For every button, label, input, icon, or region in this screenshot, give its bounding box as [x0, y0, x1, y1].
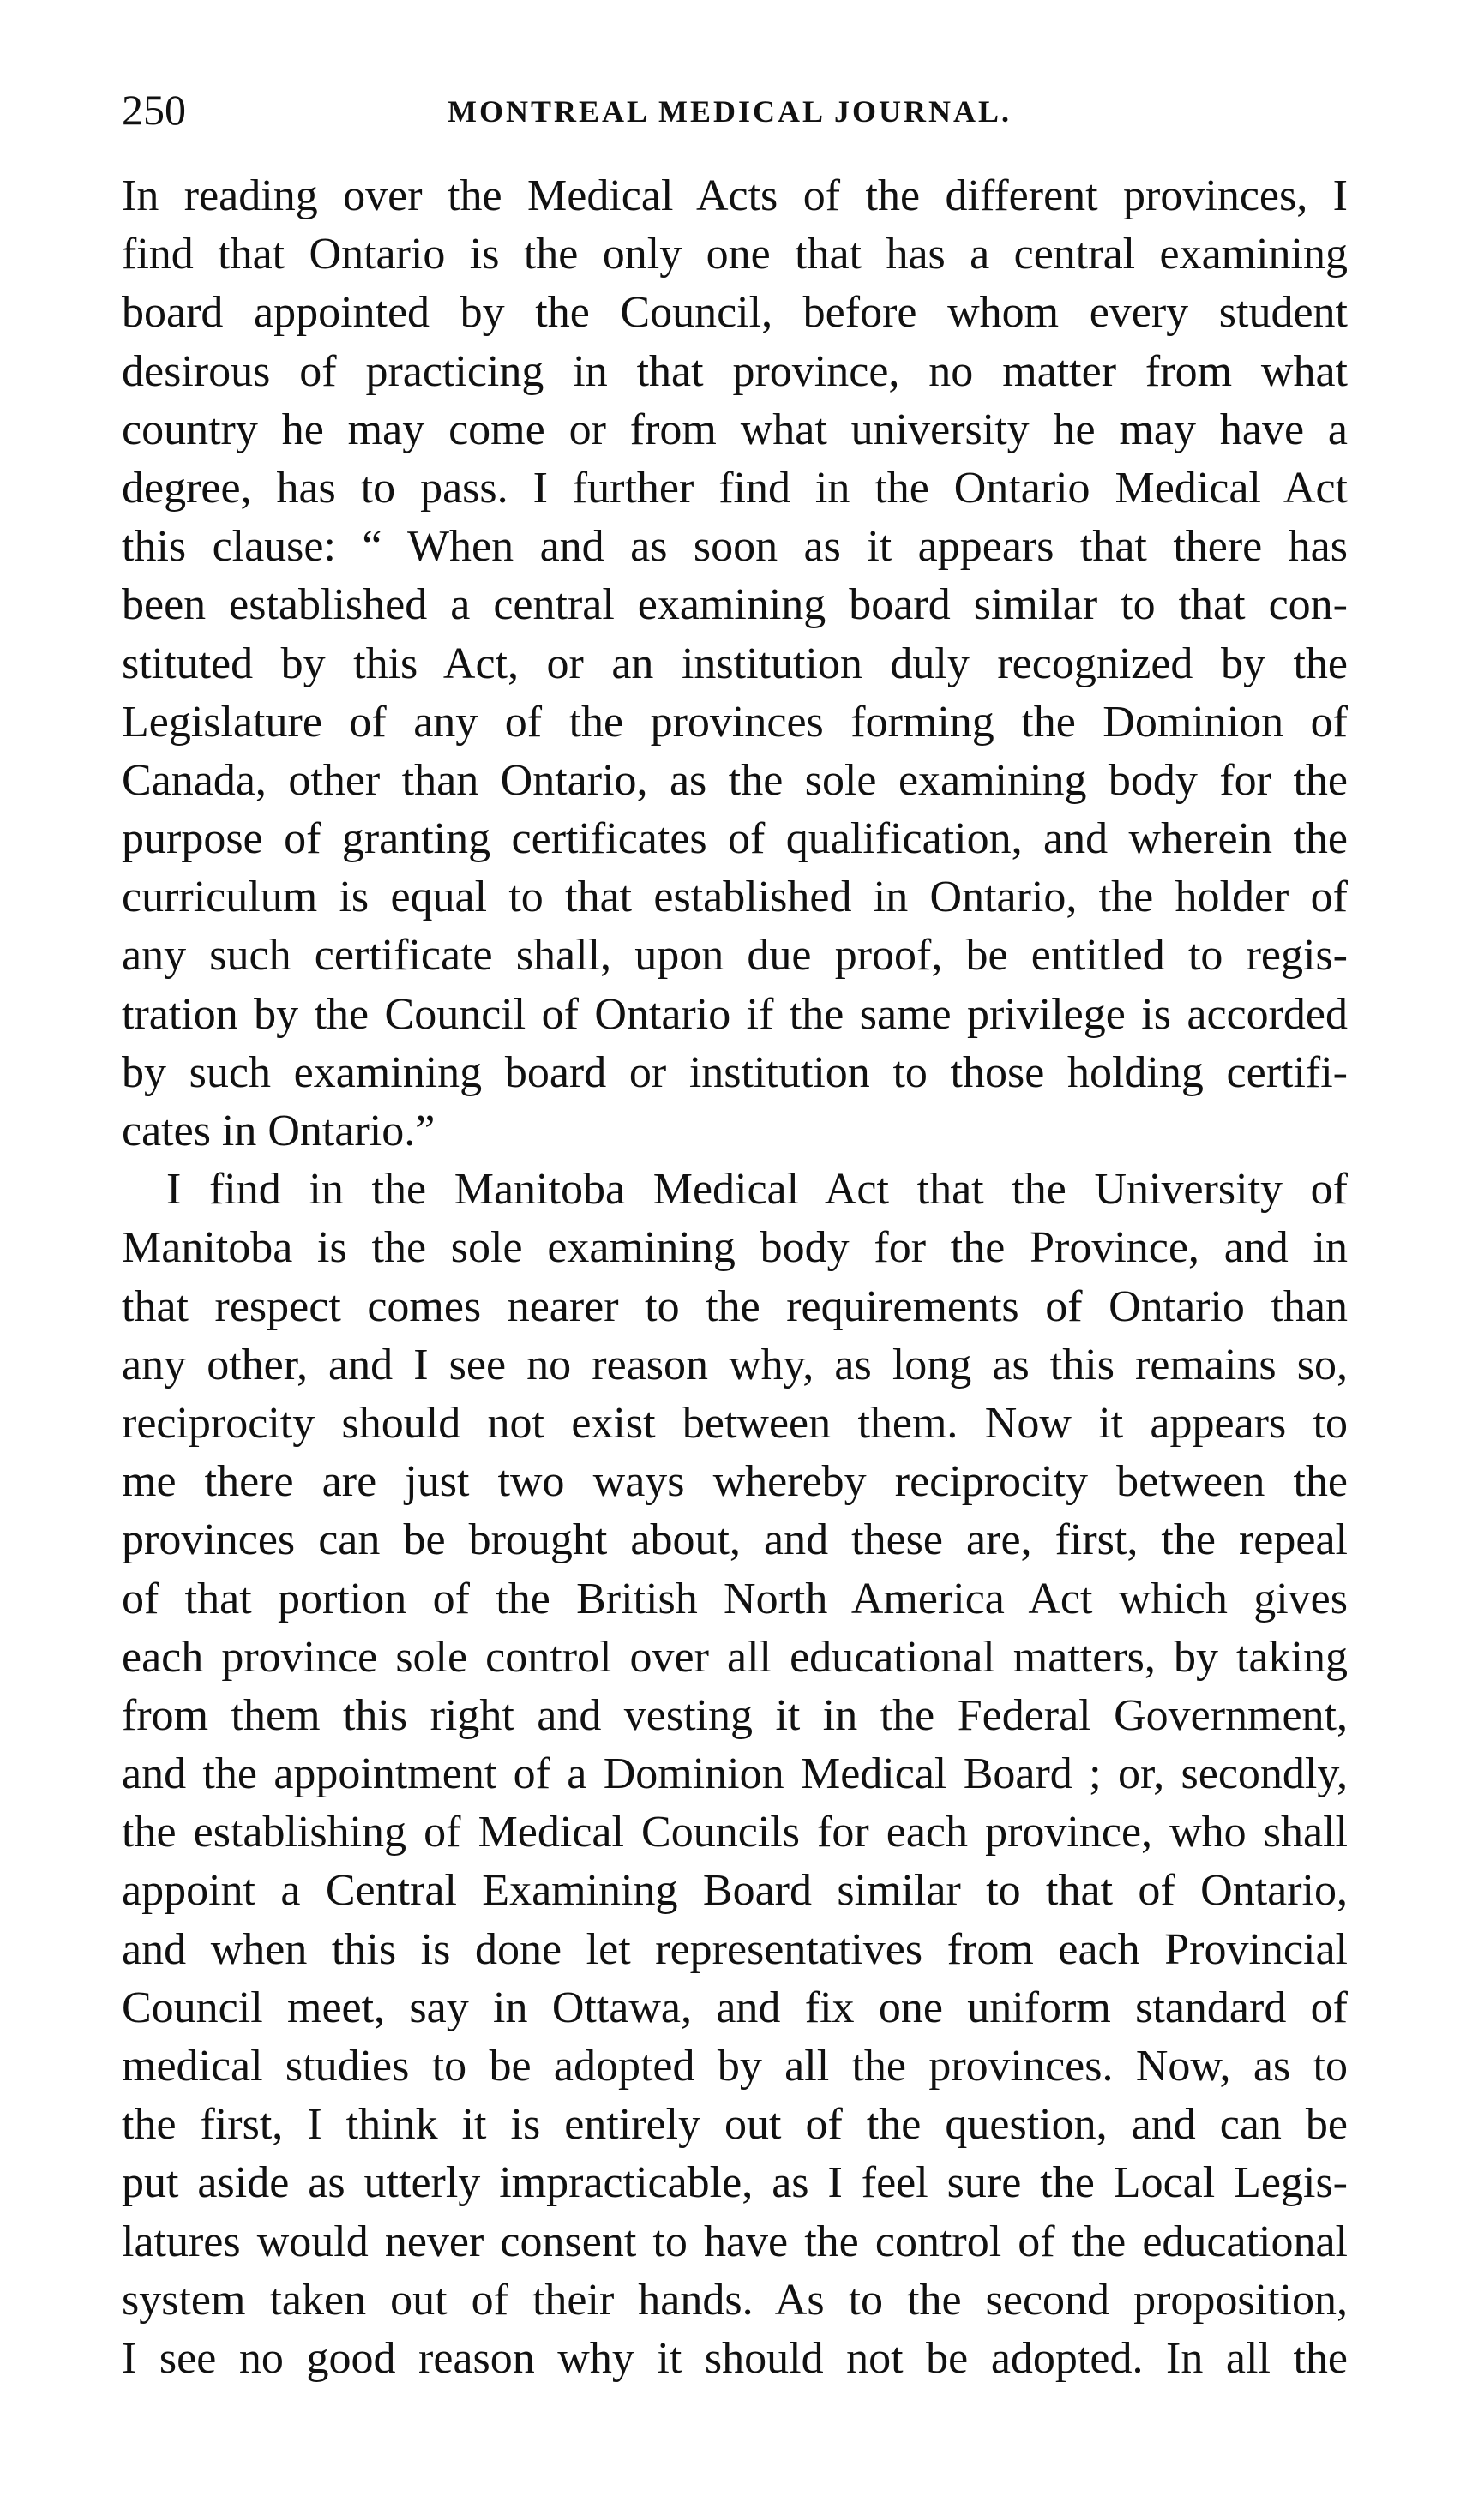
- text-line: medical studies to be adopted by all the provinces. Now, as to: [122, 2042, 1348, 2091]
- running-head: [122, 84, 1348, 135]
- text-line: by such examining board or institution to those holding certifi-: [122, 1047, 1348, 1097]
- text-line: and when this is done let representatives from each Provincial: [122, 1924, 1348, 1974]
- text-line: system taken out of their hands. As to the second proposition,: [122, 2275, 1348, 2325]
- text-line: that respect comes nearer to the requirements of Ontario than: [122, 1281, 1348, 1331]
- text-line: Manitoba is the sole examining body for the Province, and in: [122, 1223, 1348, 1273]
- text-line: of that portion of the British North America Act which gives: [122, 1574, 1348, 1623]
- text-line: Council meet, say in Ottawa, and fix one uniform standard of: [122, 1983, 1348, 2032]
- text-line: Legislature of any of the provinces forming the Dominion of: [122, 697, 1348, 747]
- text-line: latures would never consent to have the control of the educational: [122, 2217, 1348, 2266]
- text-line: find that Ontario is the only one that has a central examining: [122, 230, 1348, 279]
- text-line: each province sole control over all educational matters, by taking: [122, 1632, 1348, 1682]
- text-line: I see no good reason why it should not be adopted. In all the: [122, 2333, 1348, 2383]
- text-line: any other, and I see no reason why, as long as this remains so,: [122, 1340, 1348, 1389]
- text-line: me there are just two ways whereby reciprocity between the: [122, 1457, 1348, 1507]
- text-line: curriculum is equal to that established in Ontario, the holder of: [122, 873, 1348, 922]
- paragraph-start-line: I find in the Manitoba Medical Act that the University of: [166, 1165, 1348, 1215]
- text-line: put aside as utterly impracticable, as I feel sure the Local Legis-: [122, 2158, 1348, 2208]
- text-line: reciprocity should not exist between them. Now it appears to: [122, 1398, 1348, 1448]
- text-line: provinces can be brought about, and these are, first, the repeal: [122, 1515, 1348, 1565]
- text-line: Canada, other than Ontario, as the sole examining body for the: [122, 755, 1348, 805]
- text-line: the first, I think it is entirely out of the question, and can be: [122, 2100, 1348, 2150]
- text-line: appoint a Central Examining Board similar to that of Ontario,: [122, 1866, 1348, 1916]
- text-line: purpose of granting certificates of qualification, and wherein the: [122, 814, 1348, 864]
- text-line: degree, has to pass. I further find in the Ontario Medical Act: [122, 463, 1348, 513]
- page-number: 250: [122, 86, 186, 134]
- text-line: stituted by this Act, or an institution duly recognized by the: [122, 639, 1348, 688]
- text-line: been established a central examining board similar to that con-: [122, 580, 1348, 630]
- text-line: this clause: “ When and as soon as it appears that there has: [122, 522, 1348, 572]
- text-line: desirous of practicing in that province, no matter from what: [122, 346, 1348, 396]
- text-line: and the appointment of a Dominion Medical Board ; or, secondly,: [122, 1749, 1348, 1799]
- text-line: the establishing of Medical Councils for each province, who shall: [122, 1808, 1348, 1857]
- text-line: board appointed by the Council, before whom every student: [122, 288, 1348, 338]
- text-line: from them this right and vesting it in the Federal Government,: [122, 1690, 1348, 1740]
- text-line: country he may come or from what university he may have a: [122, 405, 1348, 454]
- article-body: [122, 167, 1348, 2388]
- text-line: any such certificate shall, upon due proof, be entitled to regis-: [122, 931, 1348, 981]
- paragraph-end-line: cates in Ontario.”: [122, 1107, 436, 1155]
- text-line: tration by the Council of Ontario if the same privilege is accorded: [122, 989, 1348, 1039]
- journal-title: MONTREAL MEDICAL JOURNAL.: [448, 94, 1012, 129]
- text-line: In reading over the Medical Acts of the different provinces, I: [122, 171, 1348, 220]
